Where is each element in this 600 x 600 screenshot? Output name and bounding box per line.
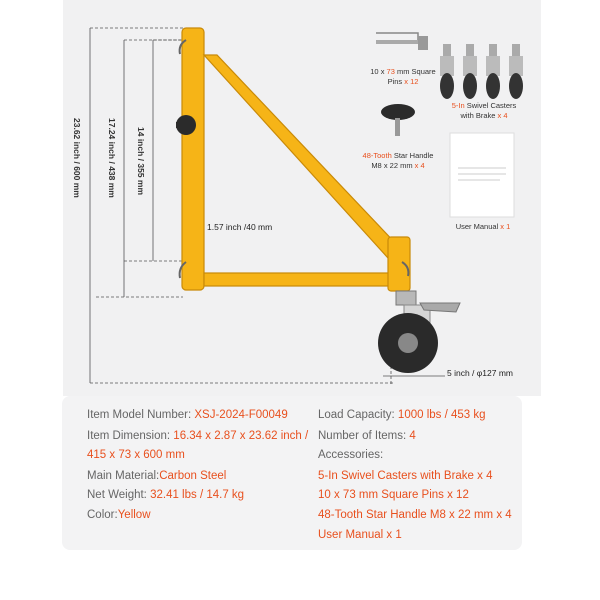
capacity-row: Load Capacity: 1000 lbs / 453 kg [318,409,486,421]
model-row: Item Model Number: XSJ-2024-F00049 [87,409,288,421]
accessory-casters: 5-In Swivel Casters with Brake x 4 [318,470,493,482]
total-height-label: 23.62 inch / 600 mm [72,118,82,198]
manual-caption: User Manual x 1 [455,222,511,231]
frame-height-label: 17.24 inch / 438 mm [107,118,117,198]
casters-icon [440,44,523,99]
material-row: Main Material:Carbon Steel [87,470,227,482]
weight-row: Net Weight: 32.41 lbs / 14.7 kg [87,489,245,501]
accessory-pins: 10 x 73 mm Square Pins x 12 [318,489,469,501]
pins-caption: 10 x 73 mm Square Pins x 12 [370,67,436,86]
accessory-handle: 48-Tooth Star Handle M8 x 22 mm x 4 [318,509,512,521]
dimension-row: Item Dimension: 16.34 x 2.87 x 23.62 inch / [87,430,309,442]
casters-caption: 5-In Swivel Casters with Brake x 4 [451,101,517,120]
wheel-diameter-label: 5 inch / φ127 mm [447,368,513,378]
tube-width-label: 1.57 inch /40 mm [207,222,273,232]
square-pin-icon [376,33,428,50]
accessories-heading: Accessories: [318,449,384,461]
inner-height-label: 14 inch / 355 mm [136,127,146,196]
items-row: Number of Items: 4 [318,430,416,442]
accessory-manual: User Manual x 1 [318,529,402,541]
dimension-row-metric: 415 x 73 x 600 mm [87,449,185,461]
star-handle-icon [381,104,415,136]
user-manual-icon [450,133,514,217]
handle-caption: 48-Tooth Star Handle M8 x 22 mm x 4 [362,151,434,170]
color-row: Color:Yellow [87,509,151,521]
